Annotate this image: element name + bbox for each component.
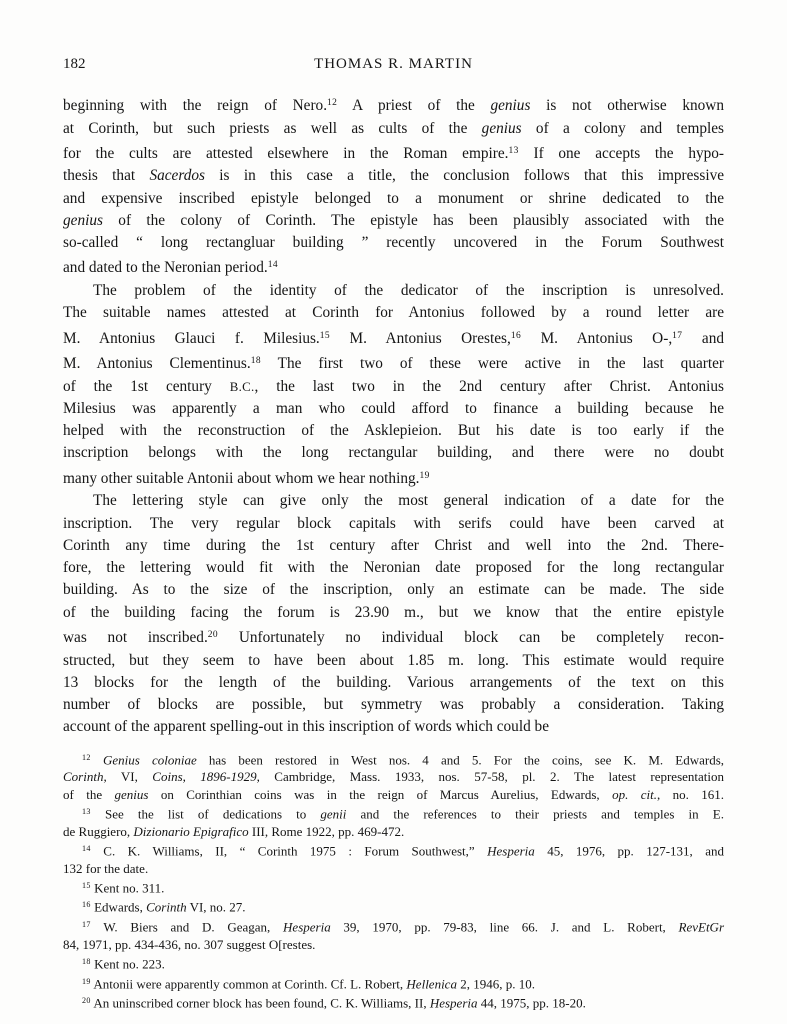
footnote-line xyxy=(63,768,724,785)
text-segment: of the building facing the forum is 23.90 m., but we know that the entire epistyle xyxy=(63,603,724,621)
text-segment: has been restored in West nos. 4 and 5. For the coins, see K. M. Edwards, xyxy=(196,752,725,768)
text-segment: VI, xyxy=(106,769,153,785)
text-segment: The lettering style can give only the most general indication of a date for the xyxy=(93,492,724,510)
text-segment: beginning with the reign of Nero. xyxy=(63,97,328,115)
text-segment: so-called “ long rectangluar building ” recently uncovered in the Forum Southwest xyxy=(63,234,724,252)
text-segment: Cambridge, Mass. 1933, nos. 57-58, pl. 2. The latest representation xyxy=(259,769,725,785)
text-segment xyxy=(91,752,103,767)
italic-text-segment: genius xyxy=(114,786,149,802)
text-segment: The first two of these were active in the last quarter xyxy=(261,355,724,373)
footnote-ref-number: 15 xyxy=(82,880,91,890)
italic-text-segment: Coins, 1896-1929, xyxy=(152,769,260,785)
body-text-line xyxy=(63,398,724,420)
footnote-line xyxy=(63,860,724,877)
body-text-line xyxy=(63,302,724,324)
italic-text-segment: Hesperia xyxy=(429,995,478,1011)
footnote-ref-number: 13 xyxy=(82,806,91,816)
body-text-line xyxy=(63,420,724,442)
body-text-line xyxy=(63,325,724,351)
text-segment: Corinth any time during the 1st century after Christ and well into the 2nd. There- xyxy=(63,536,724,554)
footnote-line xyxy=(63,840,724,860)
footnote-line xyxy=(63,916,724,936)
italic-text-segment: Dizionario Epigrafico xyxy=(133,823,249,839)
text-segment: of a colony and temples xyxy=(521,119,724,137)
text-segment: The suitable names attested at Corinth for Antonius followed by a round letter are xyxy=(63,304,724,322)
footnote-ref-number: 18 xyxy=(250,356,261,367)
paragraph xyxy=(63,490,724,738)
running-head: THOMAS R. MARTIN xyxy=(314,56,473,72)
text-segment: and expensive inscribed epistyle belonged to a monument or shrine dedicated to the xyxy=(63,189,724,207)
footnote-line xyxy=(63,786,724,803)
body-text-line xyxy=(63,535,724,557)
text-segment: helped with the reconstruction of the Asklepieion. But his date is too early if the xyxy=(63,422,724,440)
footnote-ref-number: 17 xyxy=(672,330,683,341)
footnote-line xyxy=(63,877,724,897)
text-segment: is in this case a title, the conclusion follows that this impressive xyxy=(204,167,725,185)
footnote xyxy=(63,916,724,953)
text-segment: An uninscribed corner block has been found, C. K. Williams, II, xyxy=(90,995,430,1011)
text-segment: number of blocks are possible, but symmetry was probably a consideration. Taking xyxy=(63,696,724,714)
italic-text-segment: RevEtGr xyxy=(678,919,724,935)
italic-text-segment: genius xyxy=(481,119,522,137)
text-segment: The problem of the identity of the dedicator of the inscription is unresolved. xyxy=(93,281,724,299)
footnote-ref-number: 18 xyxy=(82,957,91,967)
text-segment: of the colony of Corinth. The epistyle has been plausibly associated with the xyxy=(102,211,724,229)
body-text-line xyxy=(63,232,724,254)
body-text-line xyxy=(63,716,724,738)
text-segment: 39, 1970, pp. 79-83, line 66. J. and L. Robert, xyxy=(330,919,679,935)
text-segment: Kent no. 223. xyxy=(90,956,165,972)
footnote xyxy=(63,973,724,993)
text-segment: M. Antonius O-, xyxy=(521,329,673,347)
footnote-ref-number: 17 xyxy=(82,920,91,930)
italic-text-segment: Hellenica xyxy=(406,976,457,992)
text-segment: de Ruggiero, xyxy=(63,823,134,839)
footnote-ref-number: 12 xyxy=(327,98,338,108)
text-segment: and xyxy=(682,329,724,347)
footnote-line xyxy=(63,936,724,953)
body-text-line xyxy=(63,350,724,376)
italic-text-segment: Corinth xyxy=(146,899,187,915)
text-segment: on Corinthian coins was in the reign of Marcus Aurelius, Edwards, xyxy=(148,786,613,802)
text-segment: III, Rome 1922, pp. 469-472. xyxy=(248,823,405,839)
text-segment: Milesius was apparently a man who could afford to finance a building because he xyxy=(63,399,724,417)
text-segment: for the cults are attested elsewhere in the Roman empire. xyxy=(63,145,509,162)
text-segment: 2, 1946, p. 10. xyxy=(456,976,535,992)
italic-text-segment: genius xyxy=(63,211,103,229)
text-segment: of the 1st century xyxy=(63,377,230,395)
text-segment: Edwards, xyxy=(90,899,147,915)
text-segment: account of the apparent spelling-out in this inscription of words which could be xyxy=(63,718,549,736)
text-segment: at Corinth, but such priests as well as cults of the xyxy=(63,119,482,137)
text-segment: M. Antonius Clementinus. xyxy=(63,355,251,373)
footnote-ref-number: 14 xyxy=(82,843,91,853)
body-text-line xyxy=(63,602,724,624)
footnote-ref-number: 12 xyxy=(82,752,91,762)
footnote-line xyxy=(63,953,724,973)
text-segment: W. Biers and D. Geagan, xyxy=(90,919,284,935)
body-text-line xyxy=(63,672,724,694)
body-text-line xyxy=(63,624,724,650)
footnote xyxy=(63,803,724,840)
text-segment: and the references to their priests and temples in E. xyxy=(346,806,724,822)
footnote xyxy=(63,896,724,916)
body-text-line xyxy=(63,557,724,579)
text-segment: structed, but they seem to have been about 1.85 m. long. This estimate would require xyxy=(63,651,724,669)
page-content xyxy=(63,55,724,1012)
footnote xyxy=(63,992,724,1012)
body-text-line xyxy=(63,465,724,491)
footnote-line xyxy=(63,749,724,769)
body-text-line xyxy=(63,513,724,535)
footnote-line xyxy=(63,992,724,1012)
text-segment: building. As to the size of the inscription, only an estimate can be made. The side xyxy=(63,581,724,599)
footnote xyxy=(63,877,724,897)
footnote-ref-number: 15 xyxy=(319,330,331,341)
footnote-line xyxy=(63,973,724,993)
footnote xyxy=(63,840,724,877)
body-text-line xyxy=(63,579,724,601)
body-text-line xyxy=(63,118,724,140)
text-segment: inscription. The very regular block capitals with serifs could have been carved at xyxy=(63,514,724,532)
body-text-line xyxy=(63,376,724,398)
footnote xyxy=(63,953,724,973)
paragraph xyxy=(63,280,724,490)
text-segment: Kent no. 311. xyxy=(90,880,165,896)
text-segment: , the last two in the 2nd century after Christ. Antonius xyxy=(254,377,724,395)
italic-text-segment: Sacerdos xyxy=(149,167,205,185)
italic-text-segment: Hesperia xyxy=(487,843,535,859)
body-text xyxy=(63,92,724,739)
text-segment: Antonii were apparently common at Corinth. Cf. L. Robert, xyxy=(90,976,407,992)
body-text-line xyxy=(63,254,724,280)
text-segment: C. K. Williams, II, “ Corinth 1975 : Forum Southwest,” xyxy=(90,843,488,859)
text-segment: 84, 1971, pp. 434-436, no. 307 suggest O[restes. xyxy=(63,936,316,952)
body-text-line xyxy=(63,165,724,187)
text-segment: M. Antonius Glauci f. Milesius. xyxy=(63,329,320,347)
footnote-ref-number: 20 xyxy=(207,630,219,641)
italic-text-segment: op. cit. xyxy=(612,786,657,802)
footnote-line xyxy=(63,896,724,916)
page-header xyxy=(63,55,724,74)
body-text-line xyxy=(63,490,724,512)
body-text-line xyxy=(63,442,724,464)
footnote-ref-number: 16 xyxy=(510,330,522,341)
text-segment: 13 blocks for the length of the building. Various arrangements of the text on this xyxy=(63,673,724,691)
italic-text-segment: Corinth, xyxy=(63,769,107,785)
text-segment: inscription belongs with the long rectangular building, and there were no doubt xyxy=(63,444,724,462)
footnote-ref-number: 20 xyxy=(82,996,91,1006)
text-segment: VI, no. 27. xyxy=(186,899,246,915)
text-segment: M. Antonius Orestes, xyxy=(330,329,511,347)
text-segment: Unfortunately no individual block can be completely recon- xyxy=(218,629,724,647)
text-segment: , no. 161. xyxy=(656,786,725,802)
footnote-ref-number: 16 xyxy=(82,900,91,910)
body-text-line xyxy=(63,210,724,232)
page-number: 182 xyxy=(63,56,86,72)
text-segment: 132 for the date. xyxy=(63,860,149,876)
text-segment: fore, the lettering would fit with the Neronian date proposed for the long rectangular xyxy=(63,559,724,577)
footnotes xyxy=(63,749,724,1012)
text-segment: 45, 1976, pp. 127-131, and xyxy=(534,843,724,859)
body-text-line xyxy=(63,694,724,716)
footnote-ref-number: 13 xyxy=(508,145,519,156)
text-segment: of the xyxy=(63,786,115,802)
footnote-ref-number: 19 xyxy=(419,470,430,481)
body-text-line xyxy=(63,280,724,302)
paragraph xyxy=(63,92,724,280)
italic-text-segment: genii xyxy=(320,806,347,822)
text-segment: 44, 1975, pp. 18-20. xyxy=(477,995,586,1011)
body-text-line xyxy=(63,650,724,672)
footnote xyxy=(63,749,724,803)
text-segment: A priest of the xyxy=(337,97,491,115)
italic-text-segment: Genius coloniae xyxy=(103,752,197,768)
text-segment: thesis that xyxy=(63,167,150,185)
body-text-line xyxy=(63,140,724,166)
footnote-line xyxy=(63,803,724,823)
text-segment: B.C. xyxy=(229,379,255,394)
footnote-ref-number: 19 xyxy=(82,976,91,986)
body-text-line xyxy=(63,188,724,210)
footnote-ref-number: 14 xyxy=(267,260,279,271)
text-segment: If one accepts the hypo- xyxy=(518,145,725,162)
body-text-line xyxy=(63,92,724,118)
footnote-line xyxy=(63,823,724,840)
text-segment: many other suitable Antonii about whom we hear nothing. xyxy=(63,469,420,487)
text-segment: and dated to the Neronian period. xyxy=(63,259,268,277)
text-segment: See the list of dedications to xyxy=(90,806,321,822)
italic-text-segment: genius xyxy=(490,97,531,115)
text-segment: is not otherwise known xyxy=(530,97,724,115)
italic-text-segment: Hesperia xyxy=(283,919,331,935)
text-segment: was not inscribed. xyxy=(63,629,208,647)
